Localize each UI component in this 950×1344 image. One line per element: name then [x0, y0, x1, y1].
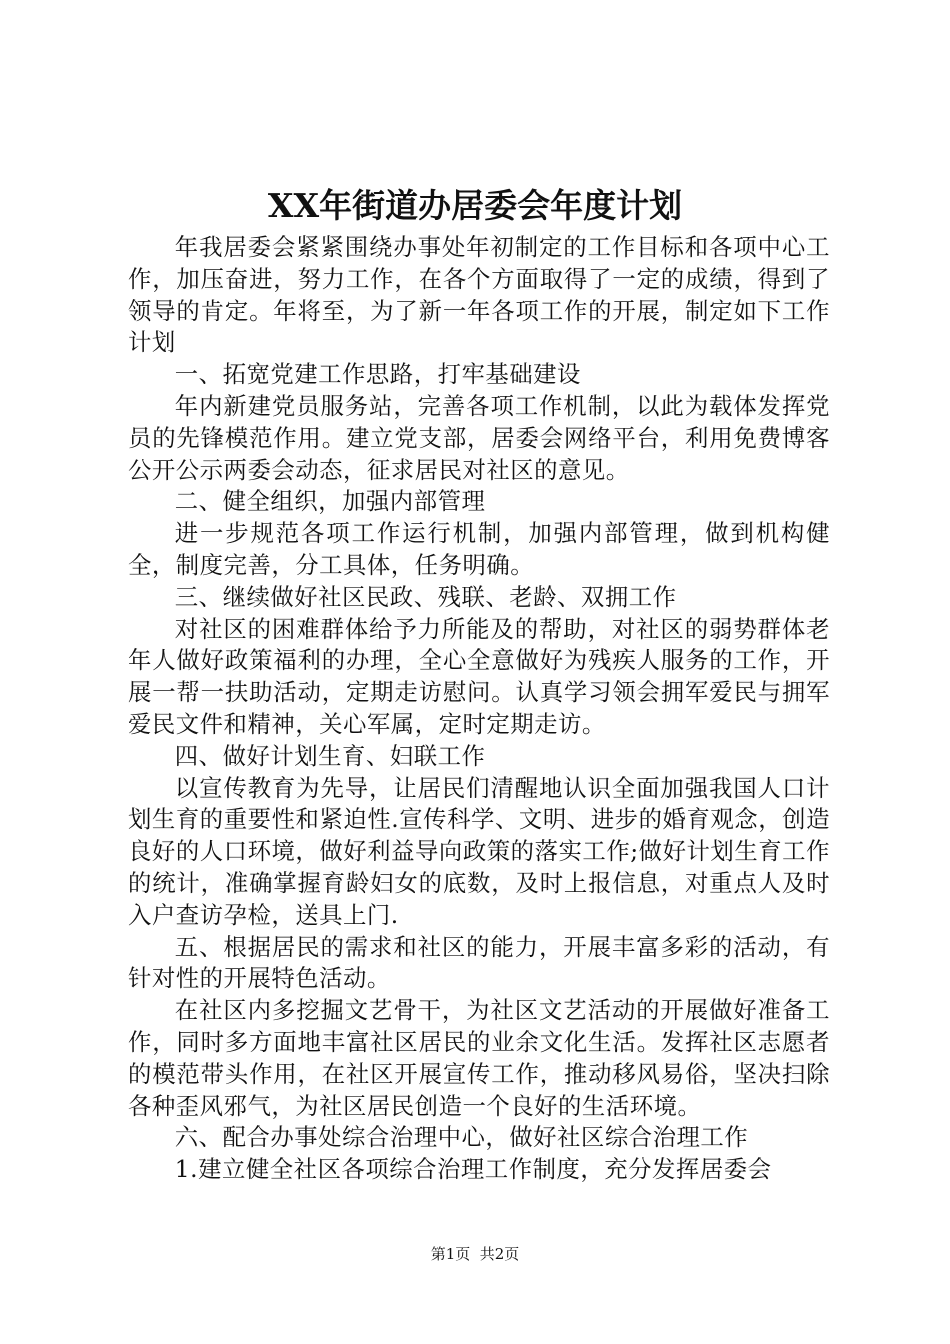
heading-section-1: 一、拓宽党建工作思路，打牢基础建设 — [174, 360, 581, 389]
heading-section-2: 二、健全组织，加强内部管理 — [174, 487, 486, 516]
paragraph-intro: 年我居委会紧紧围绕办事处年初制定的工作目标和各项中心工作，加压奋进，努力工作，在各个方面取得了一定的成绩，得到了领导的肯定。年将至，为了新一年各项工作的开展，制定如下工作计划 — [128, 233, 830, 357]
paragraph-section-3: 对社区的困难群体给予力所能及的帮助，对社区的弱势群体老年人做好政策福利的办理，全心全意做好为残疾人服务的工作，开展一帮一扶助活动，定期走访慰问。认真学习领会拥军爱民与拥军爱民文件和精神，关心军属，定时定期走访。 — [128, 614, 830, 738]
paragraph-section-1: 年内新建党员服务站，完善各项工作机制，以此为载体发挥党员的先锋模范作用。建立党支部，居委会网络平台，利用免费博客公开公示两委会动态，征求居民对社区的意见。 — [128, 391, 830, 484]
heading-section-4: 四、做好计划生育、妇联工作 — [174, 741, 486, 770]
page-footer: 第1页 共2页 — [430, 1245, 520, 1263]
paragraph-section-4: 以宣传教育为先导，让居民们清醒地认识全面加强我国人口计划生育的重要性和紧迫性.宣传科学、文明、进步的婚育观念，创造良好的人口环境，做好利益导向政策的落实工作;做好计划生育工作的统计，准确掌握育龄妇女的底数，及时上报信息，对重点人及时入户查访孕检，送具上门. — [128, 773, 830, 929]
heading-section-3: 三、继续做好社区民政、残联、老龄、双拥工作 — [174, 582, 677, 611]
paragraph-section-2: 进一步规范各项工作运行机制，加强内部管理，做到机构健全，制度完善，分工具体，任务明确。 — [128, 519, 830, 579]
document-body — [128, 232, 830, 1186]
heading-section-6: 六、配合办事处综合治理中心，做好社区综合治理工作 — [174, 1123, 749, 1152]
paragraph-section-5: 在社区内多挖掘文艺骨干，为社区文艺活动的开展做好准备工作，同时多方面地丰富社区居民的业余文化生活。发挥社区志愿者的模范带头作用，在社区开展宣传工作，推动移风易俗，坚决扫除各种歪风邪气，为社区居民创造一个良好的生活环境。 — [128, 996, 830, 1120]
paragraph-section-6-item-1: 1.建立健全社区各项综合治理工作制度，充分发挥居委会 — [174, 1155, 772, 1184]
document-title: XX年街道办居委会年度计划 — [267, 186, 683, 225]
heading-section-5: 五、根据居民的需求和社区的能力，开展丰富多彩的活动，有针对性的开展特色活动。 — [128, 932, 830, 993]
